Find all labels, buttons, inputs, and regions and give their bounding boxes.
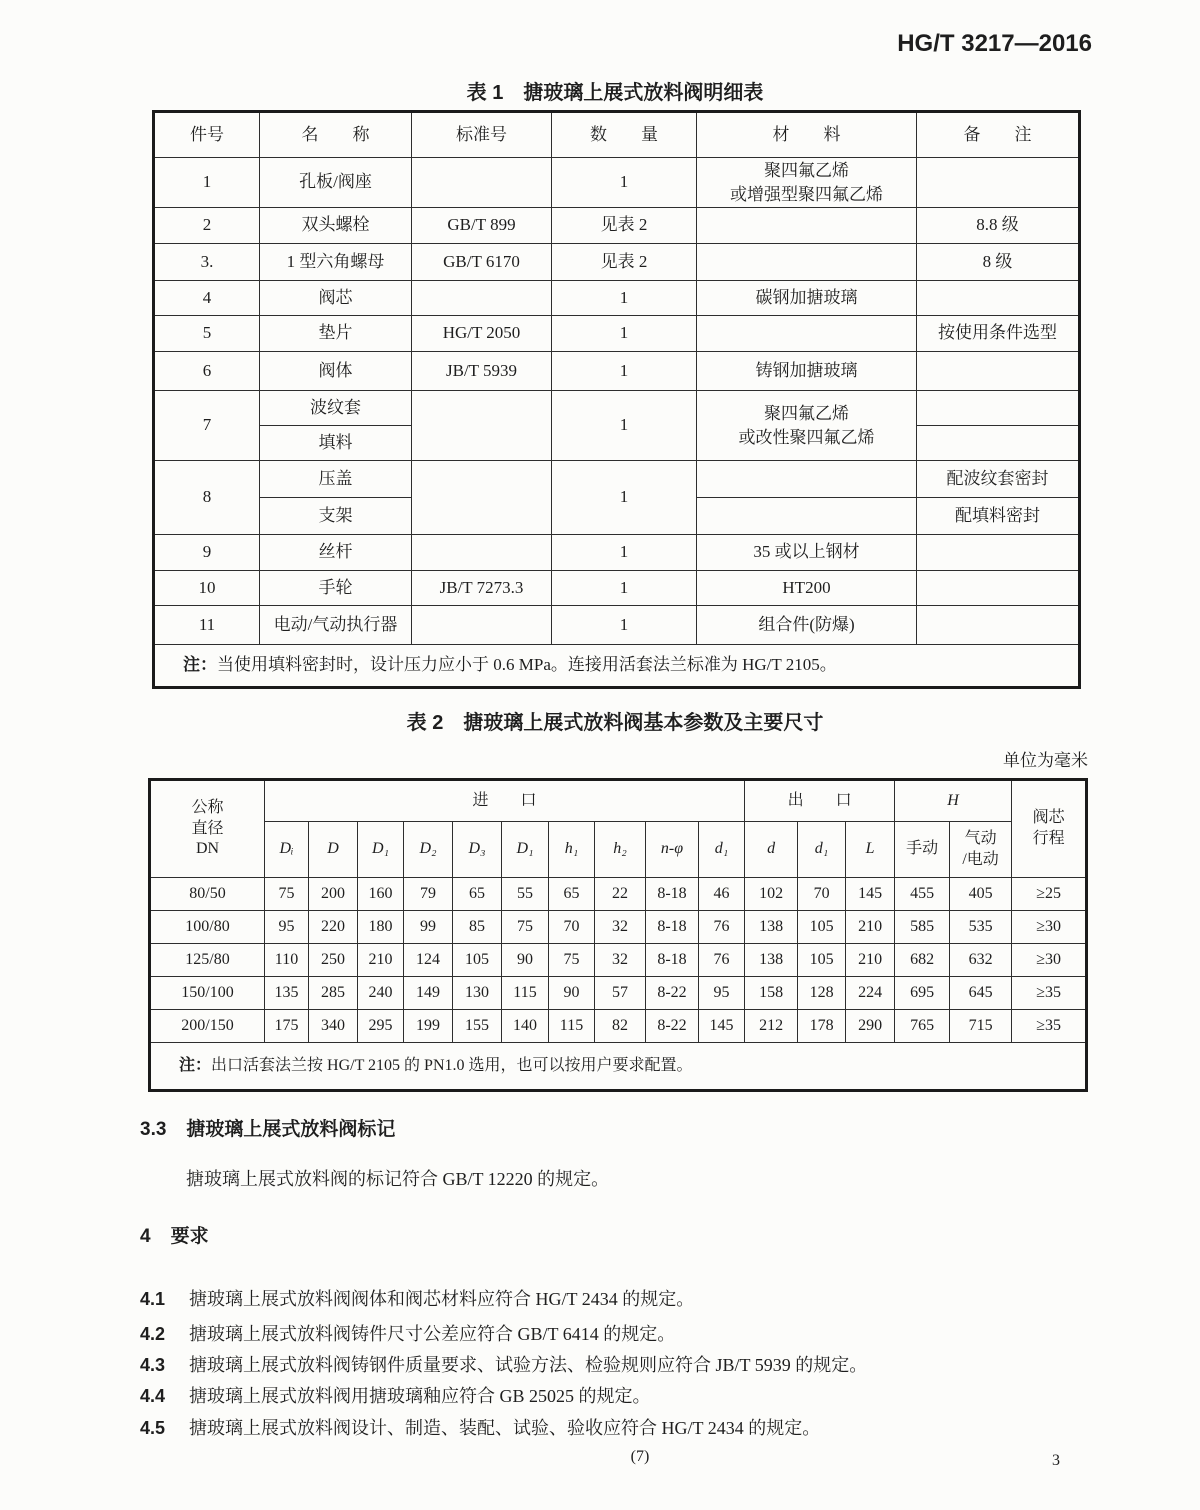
remark-cell: 8 级 bbox=[917, 244, 1080, 281]
part-no-cell: 1 bbox=[154, 158, 260, 208]
dim-cell: 115 bbox=[549, 1010, 595, 1043]
section-4-heading bbox=[140, 1221, 209, 1248]
header-dim-symbol: d₁ bbox=[699, 822, 745, 878]
header-dim-symbol: h₁ bbox=[549, 822, 595, 878]
table-header-row bbox=[154, 112, 1080, 158]
std-no-cell bbox=[412, 535, 552, 571]
sub-header-row bbox=[150, 822, 1087, 878]
part-no-cell: 9 bbox=[154, 535, 260, 571]
part-no-cell: 11 bbox=[154, 606, 260, 645]
table-note-row bbox=[150, 1043, 1087, 1091]
part-name-cell: 双头螺栓 bbox=[260, 208, 412, 244]
remark-cell bbox=[917, 391, 1080, 426]
dim-cell: 149 bbox=[404, 977, 453, 1010]
dim-cell: 240 bbox=[358, 977, 404, 1010]
std-no-cell: JB/T 7273.3 bbox=[412, 571, 552, 606]
requirement-number: 4.4 bbox=[140, 1386, 166, 1406]
dim-cell: 8-22 bbox=[646, 977, 699, 1010]
qty-cell: 1 bbox=[552, 606, 697, 645]
table-note-row bbox=[154, 645, 1080, 688]
header-quantity: 数 量 bbox=[552, 112, 697, 158]
requirement-text: 搪玻璃上展式放料阀用搪玻璃釉应符合 GB 25025 的规定。 bbox=[189, 1386, 651, 1406]
dim-cell: 250 bbox=[309, 944, 358, 977]
part-name-cell: 波纹套 bbox=[260, 391, 412, 426]
header-dim-symbol: D₃ bbox=[453, 822, 502, 878]
dim-cell: 695 bbox=[895, 977, 950, 1010]
section-title: 搪玻璃上展式放料阀标记 bbox=[186, 1119, 396, 1140]
part-name-cell: 电动/气动执行器 bbox=[260, 606, 412, 645]
table-row bbox=[154, 352, 1080, 391]
qty-cell: 见表 2 bbox=[552, 208, 697, 244]
dim-cell: 135 bbox=[265, 977, 309, 1010]
dim-cell: 75 bbox=[502, 911, 549, 944]
table-row bbox=[154, 606, 1080, 645]
remark-cell: 按使用条件选型 bbox=[917, 316, 1080, 352]
part-name-cell: 阀体 bbox=[260, 352, 412, 391]
section-3-3-heading bbox=[140, 1114, 395, 1141]
dn-line: 公称 bbox=[191, 798, 224, 816]
material-cell bbox=[697, 391, 917, 461]
section-title: 要求 bbox=[170, 1226, 209, 1247]
header-part-no: 件号 bbox=[154, 112, 260, 158]
requirement-text: 搪玻璃上展式放料阀设计、制造、装配、试验、验收应符合 HG/T 2434 的规定。 bbox=[189, 1418, 821, 1438]
std-no-cell bbox=[412, 281, 552, 316]
qty-cell: 1 bbox=[552, 391, 697, 461]
dim-cell: 128 bbox=[798, 977, 846, 1010]
std-no-cell: GB/T 899 bbox=[412, 208, 552, 244]
material-cell bbox=[697, 498, 917, 535]
dim-cell: 632 bbox=[950, 944, 1012, 977]
dim-cell: 105 bbox=[453, 944, 502, 977]
requirement-text: 搪玻璃上展式放料阀铸钢件质量要求、试验方法、检验规则应符合 JB/T 5939 的规定。 bbox=[189, 1355, 868, 1375]
dim-cell: 212 bbox=[745, 1010, 798, 1043]
part-no-cell: 7 bbox=[154, 391, 260, 461]
dim-cell: 70 bbox=[549, 911, 595, 944]
requirement-text: 搪玻璃上展式放料阀阀体和阀芯材料应符合 HG/T 2434 的规定。 bbox=[189, 1289, 695, 1309]
header-dim-symbol: Dᵢ bbox=[265, 822, 309, 878]
table2-caption: 表 2 搪玻璃上展式放料阀基本参数及主要尺寸 bbox=[406, 712, 824, 734]
dim-cell: 76 bbox=[699, 944, 745, 977]
material-cell bbox=[697, 316, 917, 352]
std-no-cell bbox=[412, 158, 552, 208]
header-dim-symbol: h₂ bbox=[595, 822, 646, 878]
part-name-cell: 1 型六角螺母 bbox=[260, 244, 412, 281]
material-cell: 35 或以上钢材 bbox=[697, 535, 917, 571]
standard-number: HG/T 3217—2016 bbox=[897, 30, 1092, 57]
dim-cell: 55 bbox=[502, 878, 549, 911]
remark-cell bbox=[917, 281, 1080, 316]
dim-cell: 102 bbox=[745, 878, 798, 911]
header-inlet-group: 进 口 bbox=[265, 780, 745, 822]
header-standard-no: 标准号 bbox=[412, 112, 552, 158]
qty-cell: 1 bbox=[552, 352, 697, 391]
table-row bbox=[154, 391, 1080, 426]
part-name-cell: 垫片 bbox=[260, 316, 412, 352]
table-row bbox=[150, 944, 1087, 977]
dim-cell: ≥30 bbox=[1012, 911, 1087, 944]
dim-cell: 95 bbox=[265, 911, 309, 944]
dim-cell: 715 bbox=[950, 1010, 1012, 1043]
dim-cell: 90 bbox=[549, 977, 595, 1010]
dim-cell: 85 bbox=[453, 911, 502, 944]
header-manual: 手动 bbox=[895, 822, 950, 878]
requirement-text: 搪玻璃上展式放料阀铸件尺寸公差应符合 GB/T 6414 的规定。 bbox=[189, 1324, 676, 1344]
requirement-item bbox=[140, 1414, 820, 1440]
dim-cell: 99 bbox=[404, 911, 453, 944]
table1-note bbox=[154, 645, 1080, 688]
table-row bbox=[150, 911, 1087, 944]
table-row bbox=[150, 977, 1087, 1010]
header-h-group: H bbox=[895, 780, 1012, 822]
dim-cell: 115 bbox=[502, 977, 549, 1010]
std-no-cell: JB/T 5939 bbox=[412, 352, 552, 391]
dim-cell: 75 bbox=[265, 878, 309, 911]
dim-cell: 535 bbox=[950, 911, 1012, 944]
dim-cell: 290 bbox=[846, 1010, 895, 1043]
dim-cell: 645 bbox=[950, 977, 1012, 1010]
header-dn bbox=[150, 780, 265, 878]
table-row bbox=[154, 281, 1080, 316]
dn-cell: 150/100 bbox=[150, 977, 265, 1010]
table1-caption: 表 1 搪玻璃上展式放料阀明细表 bbox=[466, 82, 764, 104]
dim-cell: 210 bbox=[846, 944, 895, 977]
table2-note bbox=[150, 1043, 1087, 1091]
dim-cell: 22 bbox=[595, 878, 646, 911]
dim-cell: 105 bbox=[798, 911, 846, 944]
std-no-cell bbox=[412, 606, 552, 645]
dim-cell: 158 bbox=[745, 977, 798, 1010]
section-number: 4 bbox=[140, 1226, 151, 1247]
dim-cell: 405 bbox=[950, 878, 1012, 911]
material-cell bbox=[697, 461, 917, 498]
header-dim-symbol: d bbox=[745, 822, 798, 878]
dim-cell: 90 bbox=[502, 944, 549, 977]
header-dim-symbol: D₂ bbox=[404, 822, 453, 878]
header-dim-symbol: n-φ bbox=[646, 822, 699, 878]
dim-cell: ≥35 bbox=[1012, 1010, 1087, 1043]
dim-cell: 110 bbox=[265, 944, 309, 977]
part-no-cell: 8 bbox=[154, 461, 260, 535]
part-no-cell: 3. bbox=[154, 244, 260, 281]
dim-cell: 178 bbox=[798, 1010, 846, 1043]
table-row bbox=[154, 571, 1080, 606]
dim-cell: ≥25 bbox=[1012, 878, 1087, 911]
dn-cell: 80/50 bbox=[150, 878, 265, 911]
dim-cell: 105 bbox=[798, 944, 846, 977]
part-no-cell: 2 bbox=[154, 208, 260, 244]
dim-cell: 138 bbox=[745, 944, 798, 977]
remark-cell bbox=[917, 352, 1080, 391]
std-no-cell bbox=[412, 461, 552, 535]
dim-cell: ≥35 bbox=[1012, 977, 1087, 1010]
remark-cell: 配波纹套密封 bbox=[917, 461, 1080, 498]
section-3-3-body: 搪玻璃上展式放料阀的标记符合 GB/T 12220 的规定。 bbox=[186, 1169, 610, 1189]
dim-cell: 70 bbox=[798, 878, 846, 911]
pneu-line: 气动 bbox=[964, 829, 997, 847]
dim-cell: 295 bbox=[358, 1010, 404, 1043]
dn-cell: 125/80 bbox=[150, 944, 265, 977]
part-name-cell: 支架 bbox=[260, 498, 412, 535]
stroke-line: 阀芯 bbox=[1032, 809, 1065, 827]
material-line: 聚四氟乙烯 bbox=[764, 403, 849, 423]
group-header-row bbox=[150, 780, 1087, 822]
header-dim-symbol: L bbox=[846, 822, 895, 878]
dim-cell: 140 bbox=[502, 1010, 549, 1043]
header-pneumatic-electric bbox=[950, 822, 1012, 878]
dim-cell: 210 bbox=[358, 944, 404, 977]
dim-cell: 8-18 bbox=[646, 911, 699, 944]
requirement-item bbox=[140, 1285, 694, 1311]
dim-cell: 145 bbox=[846, 878, 895, 911]
dim-cell: 124 bbox=[404, 944, 453, 977]
table-row bbox=[150, 878, 1087, 911]
dn-line: DN bbox=[195, 840, 220, 858]
material-cell bbox=[697, 208, 917, 244]
requirement-item bbox=[140, 1351, 867, 1377]
dim-cell: 340 bbox=[309, 1010, 358, 1043]
dim-cell: 145 bbox=[699, 1010, 745, 1043]
dim-cell: 160 bbox=[358, 878, 404, 911]
part-name-cell: 压盖 bbox=[260, 461, 412, 498]
part-no-cell: 6 bbox=[154, 352, 260, 391]
part-no-cell: 4 bbox=[154, 281, 260, 316]
material-cell: 碳钢加搪玻璃 bbox=[697, 281, 917, 316]
table-row bbox=[154, 244, 1080, 281]
header-material: 材 料 bbox=[697, 112, 917, 158]
std-no-cell bbox=[412, 391, 552, 461]
dim-cell: 79 bbox=[404, 878, 453, 911]
dim-cell: 200 bbox=[309, 878, 358, 911]
dim-cell: 455 bbox=[895, 878, 950, 911]
dim-cell: 32 bbox=[595, 911, 646, 944]
requirement-item bbox=[140, 1382, 651, 1408]
section-number: 3.3 bbox=[140, 1119, 167, 1140]
dim-cell: 8-18 bbox=[646, 944, 699, 977]
parts-list-table bbox=[152, 110, 1081, 689]
material-line: 聚四氟乙烯 bbox=[764, 160, 849, 180]
table-row bbox=[154, 461, 1080, 498]
dim-cell: ≥30 bbox=[1012, 944, 1087, 977]
material-cell bbox=[697, 158, 917, 208]
dim-cell: 95 bbox=[699, 977, 745, 1010]
header-remark: 备 注 bbox=[917, 112, 1080, 158]
requirement-number: 4.5 bbox=[140, 1418, 166, 1438]
note-text: 出口活套法兰按 HG/T 2105 的 PN1.0 选用，也可以按用户要求配置。 bbox=[211, 1056, 693, 1074]
dim-cell: 32 bbox=[595, 944, 646, 977]
qty-cell: 1 bbox=[552, 535, 697, 571]
note-label: 注： bbox=[179, 1056, 212, 1074]
dim-cell: 65 bbox=[549, 878, 595, 911]
material-cell: HT200 bbox=[697, 571, 917, 606]
qty-cell: 见表 2 bbox=[552, 244, 697, 281]
header-dim-symbol: D₁ bbox=[358, 822, 404, 878]
part-no-cell: 5 bbox=[154, 316, 260, 352]
stroke-line: 行程 bbox=[1032, 830, 1065, 847]
qty-cell: 1 bbox=[552, 461, 697, 535]
part-name-cell: 孔板/阀座 bbox=[260, 158, 412, 208]
requirement-number: 4.1 bbox=[140, 1289, 166, 1309]
dim-cell: 210 bbox=[846, 911, 895, 944]
dim-cell: 220 bbox=[309, 911, 358, 944]
dim-cell: 199 bbox=[404, 1010, 453, 1043]
part-name-cell: 填料 bbox=[260, 426, 412, 461]
dn-cell: 200/150 bbox=[150, 1010, 265, 1043]
header-name: 名 称 bbox=[260, 112, 412, 158]
header-outlet-group: 出 口 bbox=[745, 780, 895, 822]
table-row bbox=[154, 535, 1080, 571]
part-no-cell: 10 bbox=[154, 571, 260, 606]
std-no-cell: GB/T 6170 bbox=[412, 244, 552, 281]
dim-cell: 46 bbox=[699, 878, 745, 911]
dim-cell: 285 bbox=[309, 977, 358, 1010]
dim-cell: 585 bbox=[895, 911, 950, 944]
dim-cell: 57 bbox=[595, 977, 646, 1010]
dim-cell: 8-22 bbox=[646, 1010, 699, 1043]
material-line: 或增强型聚四氟乙烯 bbox=[730, 184, 883, 204]
part-name-cell: 手轮 bbox=[260, 571, 412, 606]
dim-cell: 682 bbox=[895, 944, 950, 977]
remark-cell bbox=[917, 571, 1080, 606]
dim-cell: 155 bbox=[453, 1010, 502, 1043]
header-dim-symbol: D bbox=[309, 822, 358, 878]
qty-cell: 1 bbox=[552, 281, 697, 316]
table-row bbox=[150, 1010, 1087, 1043]
dim-cell: 224 bbox=[846, 977, 895, 1010]
remark-cell bbox=[917, 535, 1080, 571]
part-name-cell: 丝杆 bbox=[260, 535, 412, 571]
footer-page-number: 3 bbox=[1052, 1452, 1060, 1469]
table-row bbox=[154, 208, 1080, 244]
requirement-number: 4.3 bbox=[140, 1355, 166, 1375]
dn-cell: 100/80 bbox=[150, 911, 265, 944]
remark-cell bbox=[917, 158, 1080, 208]
remark-cell: 8.8 级 bbox=[917, 208, 1080, 244]
dim-cell: 130 bbox=[453, 977, 502, 1010]
note-text: 当使用填料密封时，设计压力应小于 0.6 MPa。连接用活套法兰标准为 HG/T 2105。 bbox=[217, 655, 837, 675]
qty-cell: 1 bbox=[552, 316, 697, 352]
remark-cell bbox=[917, 426, 1080, 461]
qty-cell: 1 bbox=[552, 571, 697, 606]
table-row bbox=[154, 316, 1080, 352]
dimensions-table bbox=[148, 778, 1088, 1092]
requirement-number: 4.2 bbox=[140, 1324, 166, 1344]
dim-cell: 76 bbox=[699, 911, 745, 944]
table-row bbox=[154, 158, 1080, 208]
qty-cell: 1 bbox=[552, 158, 697, 208]
dim-cell: 180 bbox=[358, 911, 404, 944]
unit-note: 单位为毫米 bbox=[1003, 751, 1088, 770]
remark-cell bbox=[917, 606, 1080, 645]
requirement-item bbox=[140, 1320, 675, 1346]
footer-page-marker: (7) bbox=[630, 1448, 650, 1465]
dim-cell: 138 bbox=[745, 911, 798, 944]
dim-cell: 65 bbox=[453, 878, 502, 911]
dim-cell: 8-18 bbox=[646, 878, 699, 911]
dim-cell: 765 bbox=[895, 1010, 950, 1043]
remark-cell: 配填料密封 bbox=[917, 498, 1080, 535]
material-cell: 组合件(防爆) bbox=[697, 606, 917, 645]
header-dim-symbol: D₁ bbox=[502, 822, 549, 878]
material-line: 或改性聚四氟乙烯 bbox=[738, 427, 875, 447]
header-stroke bbox=[1012, 780, 1087, 878]
dn-line: 直径 bbox=[191, 819, 224, 837]
header-dim-symbol: d₁ bbox=[798, 822, 846, 878]
dim-cell: 75 bbox=[549, 944, 595, 977]
part-name-cell: 阀芯 bbox=[260, 281, 412, 316]
material-cell bbox=[697, 244, 917, 281]
pneu-line: /电动 bbox=[962, 850, 999, 868]
std-no-cell: HG/T 2050 bbox=[412, 316, 552, 352]
dim-cell: 175 bbox=[265, 1010, 309, 1043]
dim-cell: 82 bbox=[595, 1010, 646, 1043]
material-cell: 铸钢加搪玻璃 bbox=[697, 352, 917, 391]
note-label: 注： bbox=[183, 655, 217, 675]
